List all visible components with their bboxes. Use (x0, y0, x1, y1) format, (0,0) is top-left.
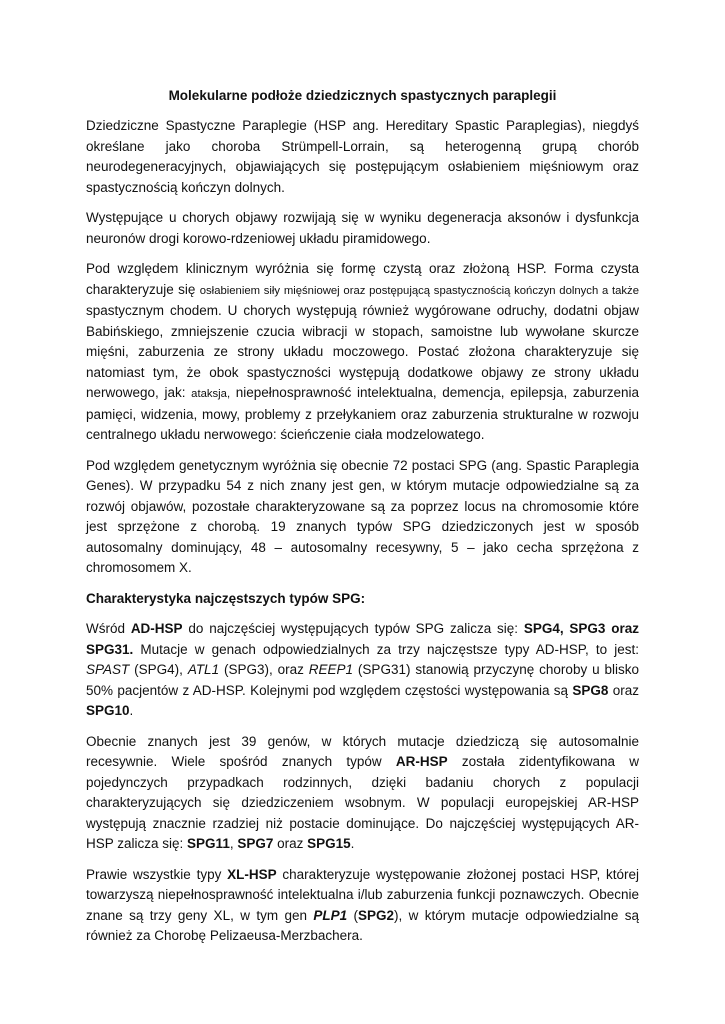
bold-term: SPG11 (187, 836, 230, 851)
gene-name: SPAST (86, 662, 130, 677)
paragraph-ar-hsp (86, 732, 639, 855)
gene-name: REEP1 (308, 662, 354, 677)
text-run: spastycznym chodem. U chorych występują również wygórowane odruchy, dodatni objaw Babińskiego, zmniejszenie czucia wibracji w stopach, samoistne lub wywołane skurcze mięśni, zaburzenia ze strony układu moczowego. Postać złożona charakteryzuje się natomiast tym, że obok spastyczności występują dodatkowe objawy ze strony układu nerwowego, jak: (86, 303, 639, 400)
paragraph-xl-hsp (86, 865, 639, 947)
text-run: do najczęściej występujących typów SPG zalicza się: (182, 621, 524, 636)
text-run: Obecnie znanych jest 39 genów, w których mutacje dziedziczą się autosomalnie recesywnie. Wiele spośród znanych typów (86, 733, 639, 769)
text-run: Mutacje w genach odpowiedzialnych za trzy najczęstsze typy AD-HSP, to jest: (133, 641, 639, 657)
text-run-small: ataksja, (191, 388, 231, 400)
bold-term: SPG8 (572, 682, 609, 698)
paragraph-symptoms: Występujące u chorych objawy rozwijają się w wyniku degeneracja aksonów i dysfunkcja neuronów drogi korowo-rdzeniowej układu piramidowego. (86, 210, 639, 246)
text-run: niepełnosprawność intelektualna, demencja, epilepsja, zaburzenia pamięci, widzenia, mowy, problemy z przełykaniem oraz zaburzenia strukturalne w rozwoju centralnego układu nerwowego: ścieńczenie ciała modzelowatego. (86, 385, 639, 442)
text-run: . (350, 836, 355, 851)
text-run: . (129, 703, 134, 718)
text-run: Prawie wszystkie typy (86, 866, 228, 882)
text-run: oraz (608, 682, 639, 698)
paragraph-clinical (86, 259, 639, 446)
text-run: (SPG3), oraz (219, 662, 309, 677)
bold-term: AR-HSP (395, 754, 448, 769)
bold-term: SPG10 (86, 703, 130, 718)
gene-name: ATL1 (187, 662, 220, 677)
text-run: oraz (273, 836, 308, 851)
text-run: , (229, 836, 238, 851)
text-run: Wśród (86, 621, 131, 636)
gene-name-italic: PLP1 (313, 907, 348, 923)
text-run: została zidentyfikowana w pojedynczych przypadkach rodzinnych, dzięki badaniu chorych z populacji charakteryzujących się dziedziczeniem wsobnym. W populacji europejskiej AR-HSP występują znacznie rzadziej niż postacie dominujące. Do najczęściej występujących AR-HSP zalicza się: (86, 754, 639, 851)
bold-term: SPG7 (237, 836, 274, 851)
bold-term: SPG15 (307, 836, 351, 851)
paragraph-ad-hsp (86, 619, 639, 722)
text-run: charakteryzuje występowanie złożonej postaci HSP, której towarzyszą niepełnosprawność intelektualna i/lub zaburzenia funkcji poznawczych. Obecnie znane są trzy geny XL, w tym gen (86, 866, 639, 923)
bold-term: XL-HSP (227, 866, 277, 882)
text-run: ), w którym mutacje odpowiedzialne są również za Chorobę Pelizaeusa-Merzbachera. (86, 907, 639, 943)
bold-term: SPG2 (357, 907, 395, 923)
text-run-small: osłabieniem siły mięśniowej oraz postępującą spastycznością kończyn dolnych a także (199, 284, 639, 297)
gene-name (313, 908, 347, 923)
paragraph-genetic: Pod względem genetycznym wyróżnia się obecnie 72 postaci SPG (ang. Spastic Paraplegia Genes). W przypadku 54 z nich znany jest gen, w którym mutacje odpowiedzialne są za rozwój objawów, pozostałe charakteryzowane są za poprzez locus na chromosomie które jest sprzężone z chorobą. 19 znanych typów SPG dziedziczonych jest w sposób autosomalny dominujący, 48 – autosomalny recesywny, 5 – jako cecha sprzężona z chromosomem X. (86, 457, 639, 575)
paragraph-intro: Dziedziczne Spastyczne Paraplegie (HSP ang. Hereditary Spastic Paraplegias), niegdyś określane jako choroba Strümpell-Lorrain, są heterogenną grupą chorób neurodegeneracyjnych, objawiających się postępującym osłabieniem mięśniowym oraz spastycznością kończyn dolnych. (86, 118, 639, 195)
bold-term: AD-HSP (130, 621, 183, 636)
text-run: (SPG4), (129, 662, 188, 677)
text-run: ( (347, 907, 358, 923)
section-heading: Charakterystyka najczęstszych typów SPG: (86, 590, 366, 606)
text-run: (SPG31) stanowią przyczynę choroby u blisko 50% pacjentów z AD-HSP. Kolejnymi pod względem częstości występowania są (86, 662, 639, 698)
bold-term: SPG4, SPG3 oraz SPG31. (86, 621, 640, 657)
text-run: Pod względem klinicznym wyróżnia się formę czystą oraz złożoną HSP. Forma czysta charakteryzuje się (86, 261, 639, 297)
document-title: Molekularne podłoże dziedzicznych spastycznych paraplegii (168, 88, 557, 103)
